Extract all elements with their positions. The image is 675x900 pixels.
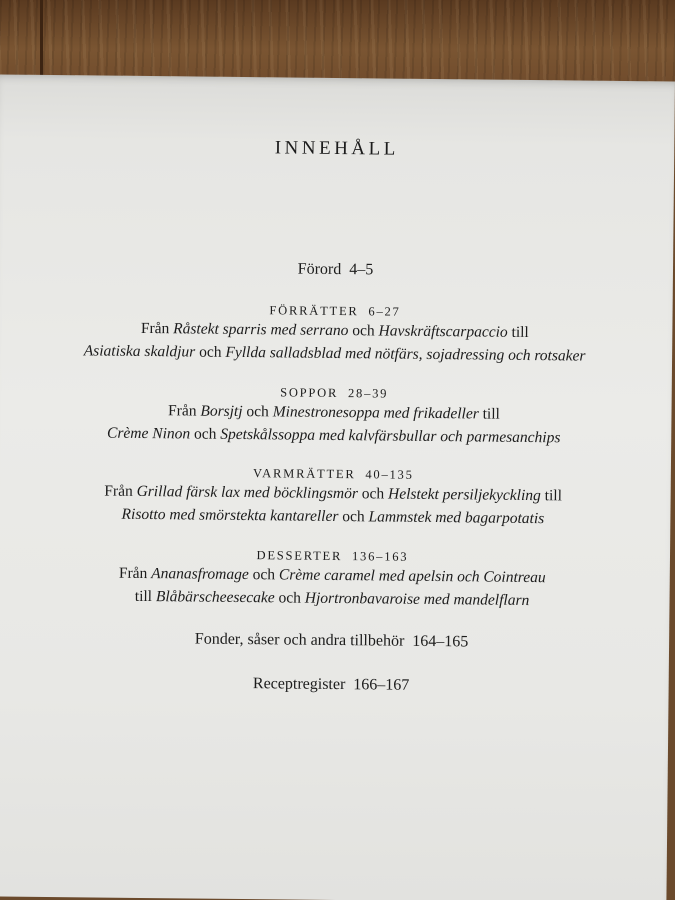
recipe-name: Minestronesoppa med frikadeller: [272, 403, 479, 423]
entry-pages: 166–167: [353, 676, 410, 694]
recipe-name: Risotto med smörstekta kantareller: [121, 505, 339, 526]
desc-word: till: [482, 405, 500, 423]
desc-word: och: [199, 343, 222, 361]
recipe-name: Havskräftscarpaccio: [378, 322, 508, 341]
desc-word: och: [352, 322, 375, 340]
section-pages: 6–27: [368, 304, 401, 319]
entry-label: Fonder, såser och andra tillbehör: [194, 630, 405, 650]
spacer: [359, 304, 369, 318]
toc-entry-fonder: [0, 626, 669, 655]
recipe-name: Fyllda salladsblad med nötfärs, sojadressing och rotsaker: [225, 343, 586, 365]
section-pages: 136–163: [351, 549, 409, 564]
desc-word: och: [252, 566, 276, 584]
section-name: SOPPOR: [280, 385, 339, 401]
desc-word: Från: [168, 402, 197, 420]
recipe-name: Crème Ninon: [107, 424, 191, 443]
desc-word: till: [544, 487, 563, 505]
recipe-name: Hjortronbavaroise med mandelflarn: [304, 589, 530, 610]
toc-title: INNEHÅLL: [274, 137, 399, 160]
desc-word: Från: [118, 564, 148, 583]
toc-entry-receptregister: [0, 670, 669, 699]
recipe-name: Ananasfromage: [151, 565, 249, 584]
section-name: DESSERTER: [256, 548, 343, 564]
desc-word: till: [134, 587, 153, 606]
recipe-name: Helstekt persiljekyckling: [387, 485, 541, 505]
spacer: [342, 549, 352, 563]
spacer: [345, 676, 353, 693]
desc-word: och: [278, 589, 302, 607]
entry-label: Förord: [297, 260, 342, 279]
plank-seam: [40, 0, 43, 80]
desc-word: och: [246, 403, 269, 421]
section-name: VARMRÄTTER: [252, 466, 356, 482]
desc-word: och: [361, 485, 385, 503]
spacer: [355, 467, 365, 481]
section-pages: 40–135: [365, 467, 414, 482]
desc-word: Från: [140, 319, 170, 338]
section-pages: 28–39: [347, 386, 389, 401]
desc-word: och: [193, 425, 217, 443]
recipe-name: Crème caramel med apelsin och Cointreau: [278, 566, 546, 587]
recipe-name: Blåbärscheesecake: [155, 588, 275, 607]
spacer: [338, 386, 348, 400]
book-page: [0, 74, 675, 900]
toc-entry-foreword: [0, 255, 673, 284]
desc-word: Från: [104, 482, 133, 500]
entry-pages: 164–165: [412, 632, 469, 651]
recipe-name: Borsjtj: [200, 402, 243, 421]
entry-pages: 4–5: [349, 261, 374, 279]
recipe-name: Lammstek med bagarpotatis: [368, 508, 545, 528]
desc-word: och: [342, 508, 365, 526]
section-name: FÖRRÄTTER: [269, 303, 359, 319]
recipe-name: Spetskålssoppa med kalvfärsbullar och parmesanchips: [220, 425, 561, 447]
recipe-name: Asiatiska skaldjur: [83, 342, 196, 361]
entry-label: Receptregister: [252, 675, 346, 694]
desc-word: till: [511, 323, 529, 342]
recipe-name: Grillad färsk lax med böcklingsmör: [136, 482, 359, 503]
recipe-name: Råstekt sparris med serrano: [173, 320, 349, 340]
